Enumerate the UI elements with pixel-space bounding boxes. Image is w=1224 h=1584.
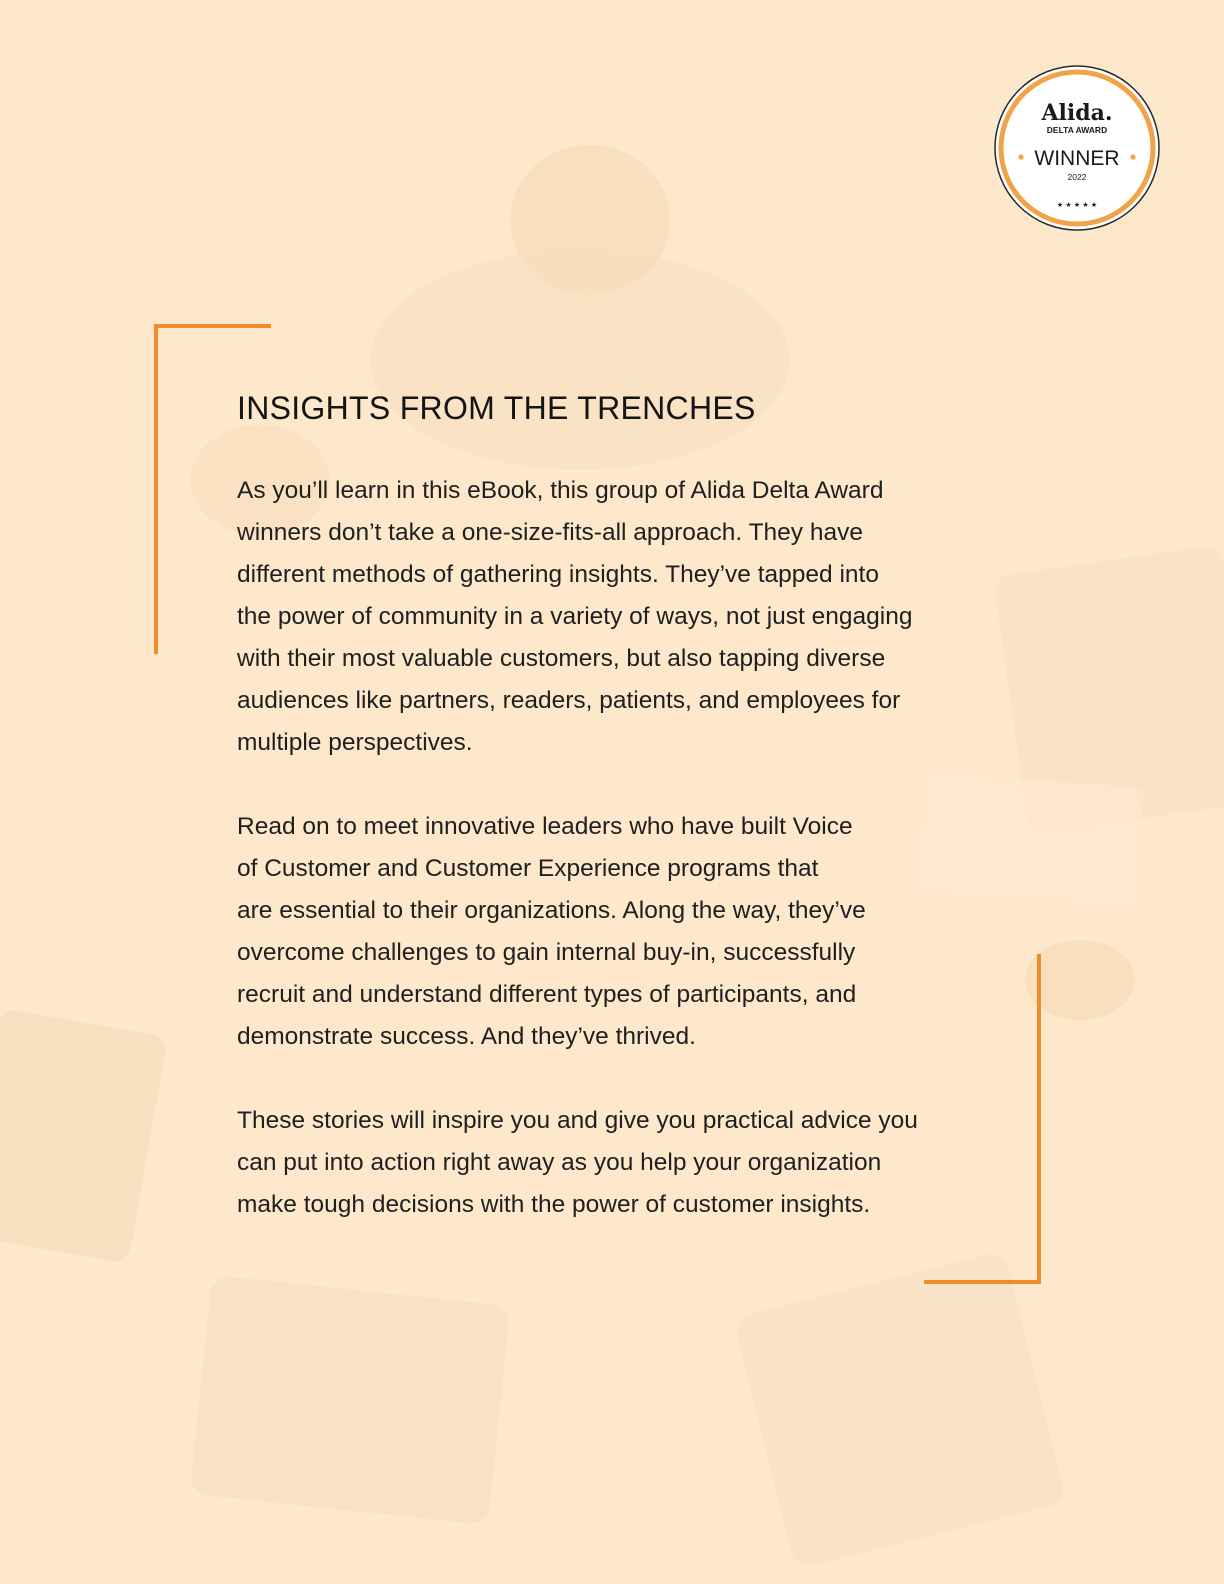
paragraph-line: are essential to their organizations. Along the way, they’ve (237, 897, 866, 924)
paragraph-line: different methods of gathering insights. They’ve tapped into (237, 561, 879, 588)
badge-award: DELTA AWARD (1046, 125, 1108, 135)
badge-dot-left (1018, 154, 1023, 159)
paragraph-line: with their most valuable customers, but also tapping diverse (237, 645, 886, 672)
paragraph-line: These stories will inspire you and give you practical advice you (237, 1107, 918, 1134)
award-badge-graphic (993, 64, 1161, 232)
body-paragraph-2 (237, 806, 997, 1058)
page-heading: INSIGHTS FROM THE TRENCHES (237, 390, 756, 426)
main-content (237, 386, 997, 1268)
award-badge (993, 64, 1161, 232)
paragraph-line: make tough decisions with the power of customer insights. (237, 1191, 871, 1218)
paragraph-line: demonstrate success. And they’ve thrived. (237, 1023, 696, 1050)
badge-title: WINNER (1034, 147, 1120, 170)
body-paragraph-3 (237, 1100, 997, 1226)
paragraph-line: audiences like partners, readers, patients, and employees for (237, 687, 901, 714)
badge-brand: Alida. (1041, 100, 1113, 126)
body-paragraph-1 (237, 470, 997, 764)
badge-year: 2022 (1067, 172, 1087, 182)
paragraph-line: recruit and understand different types of participants, and (237, 981, 857, 1008)
paragraph-line: can put into action right away as you help your organization (237, 1149, 882, 1176)
paragraph-line: the power of community in a variety of ways, not just engaging (237, 603, 913, 630)
paragraph-line: of Customer and Customer Experience programs that (237, 855, 819, 882)
badge-dot-right (1130, 154, 1135, 159)
paragraph-line: As you’ll learn in this eBook, this group of Alida Delta Award (237, 477, 884, 504)
paragraph-line: multiple perspectives. (237, 729, 473, 756)
paragraph-line: Read on to meet innovative leaders who have built Voice (237, 813, 853, 840)
body-paragraphs (237, 470, 997, 1226)
paragraph-line: overcome challenges to gain internal buy-in, successfully (237, 939, 856, 966)
paragraph-line: winners don’t take a one-size-fits-all approach. They have (237, 519, 863, 546)
badge-stars: ★ ★ ★ ★ ★ (1056, 201, 1098, 209)
